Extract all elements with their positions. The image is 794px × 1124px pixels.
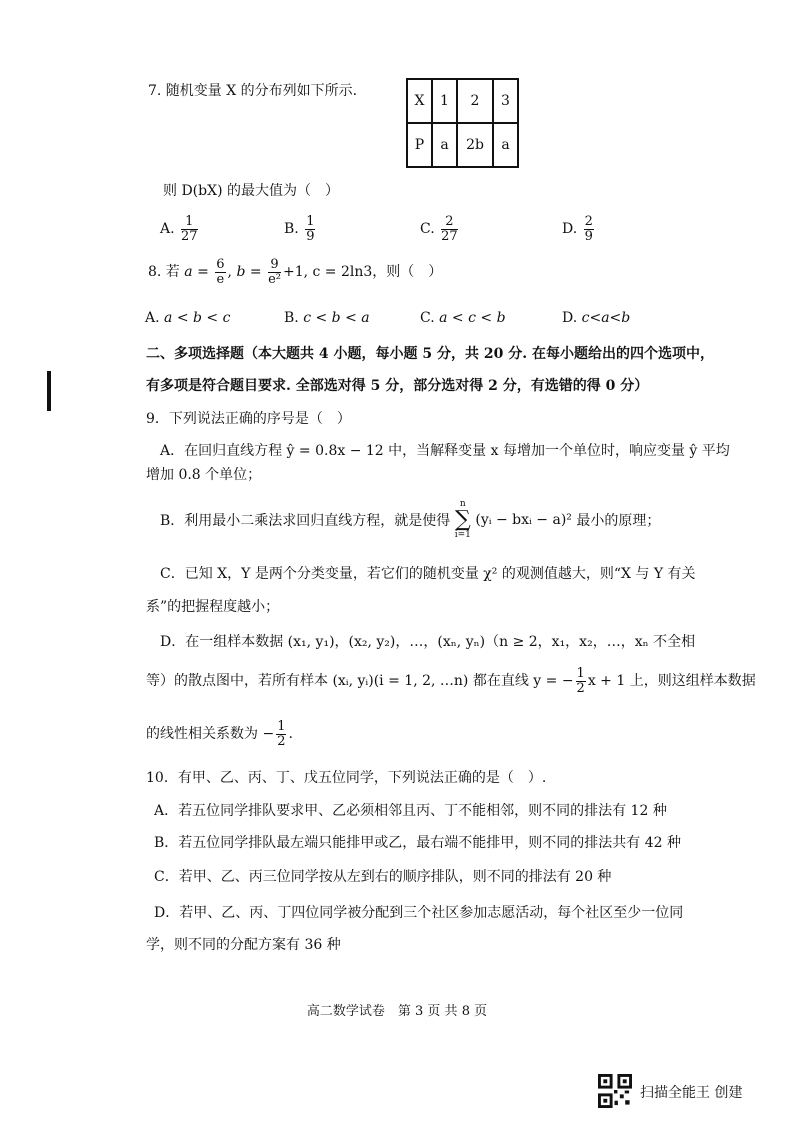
q10-stem: 10．有甲、乙、丙、丁、戊五位同学，下列说法正确的是（ ）. <box>146 770 547 786</box>
q7-option-d <box>562 215 596 243</box>
q9-option-d-line2: 等）的散点图中，若所有样本 (xᵢ, yᵢ)(i = 1, 2, …n) 都在直线 y = − $\frac{1}{2}$ x + 1 上，则这组样本数据 <box>146 666 756 696</box>
scanner-watermark: 扫描全能王 创建 <box>640 1085 743 1101</box>
fraction: $\frac{1}{2}$ <box>576 666 585 696</box>
q9-option-c-line1: C．已知 X，Y 是两个分类变量，若它们的随机变量 χ² 的观测值越大，则“X 与 Y 有关 <box>160 566 696 582</box>
distribution-table <box>406 78 519 168</box>
table-cell: 2 <box>457 79 493 123</box>
q10-option-d-line2: 学，则不同的分配方案有 36 种 <box>146 937 341 953</box>
q8-option-b: B. c < b < a <box>284 310 370 326</box>
fraction: $\frac{2}{27}$ <box>441 214 458 244</box>
margin-bar <box>47 371 51 411</box>
table-cell: a <box>432 123 457 167</box>
q10-option-c: C．若甲、乙、丙三位同学按从左到右的顺序排队，则不同的排法有 20 种 <box>154 869 612 885</box>
fraction: $\frac{1}{27}$ <box>181 214 198 244</box>
table-row <box>407 79 518 123</box>
fraction: $\frac{9}{\text{e²}}$ <box>268 257 281 287</box>
option-label: D. <box>562 221 578 238</box>
q7-stem: 7. 随机变量 X 的分布列如下所示. <box>148 83 358 99</box>
q9-option-d-line3: 的线性相关系数为 − $\frac{1}{2}$ . <box>146 719 293 749</box>
page-footer: 高二数学试卷 第 3 页 共 8 页 <box>306 1004 488 1019</box>
fraction: $\frac{6}{e}$ <box>216 257 225 287</box>
table-cell: 2b <box>457 123 493 167</box>
summation: n ∑ i=1 <box>454 499 471 540</box>
q7-option-c <box>420 215 460 243</box>
section-heading-line1: 二、多项选择题（本大题共 4 小题，每小题 5 分，共 20 分. 在每小题给出的四个选项中， <box>146 346 714 362</box>
q7-question: 则 D(bX) 的最大值为（ ） <box>163 183 339 199</box>
fraction: $\frac{1}{9}$ <box>306 214 315 244</box>
qr-code-icon <box>598 1074 632 1108</box>
q8-option-d: D. c<a<b <box>562 310 631 326</box>
q9-option-b: B．利用最小二乘法求回归直线方程，就是使得 n ∑ i=1 (yᵢ − bxᵢ − a)² 最小的原理； <box>160 499 661 540</box>
table-cell: 3 <box>493 79 518 123</box>
fraction: $\frac{1}{2}$ <box>277 719 286 749</box>
table-cell: a <box>493 123 518 167</box>
q9-stem: 9．下列说法正确的序号是（ ） <box>146 411 351 427</box>
q8-stem: 8. 若 a = $\frac{6}{e}$ , b = $\frac{9}{\text{e²}}$ +1, c = 2ln3，则（ ） <box>148 257 443 287</box>
table-cell: P <box>407 123 432 167</box>
q8-option-a: A. a < b < c <box>145 310 231 326</box>
q7-option-a <box>160 215 200 243</box>
fraction: $\frac{2}{9}$ <box>584 214 593 244</box>
q9-option-c-line2: 系”的把握程度越小； <box>146 599 280 615</box>
q7-option-b <box>284 215 317 243</box>
section-heading-line2: 有多项是符合题目要求. 全部选对得 5 分，部分选对得 2 分，有选错的得 0 分） <box>146 378 649 394</box>
q10-option-d-line1: D．若甲、乙、丙、丁四位同学被分配到三个社区参加志愿活动，每个社区至少一位同 <box>154 905 684 921</box>
q9-option-a-line2: 增加 0.8 个单位； <box>146 467 262 483</box>
table-cell: 1 <box>432 79 457 123</box>
q10-option-b: B．若五位同学排队最左端只能排甲或乙，最右端不能排甲，则不同的排法共有 42 种 <box>154 835 682 851</box>
q9-option-a-line1: A．在回归直线方程 ŷ = 0.8x − 12 中，当解释变量 x 每增加一个单位时，响应变量 ŷ 平均 <box>160 443 730 459</box>
option-label: B. <box>284 221 299 238</box>
table-cell: X <box>407 79 432 123</box>
option-label: A. <box>160 221 175 238</box>
q10-option-a: A．若五位同学排队要求甲、乙必须相邻且丙、丁不能相邻，则不同的排法有 12 种 <box>154 803 667 819</box>
table-row <box>407 123 518 167</box>
q9-option-d-line1: D．在一组样本数据 (x₁, y₁)，(x₂, y₂)，…，(xₙ, yₙ)（n ≥ 2，x₁，x₂，…，xₙ 不全相 <box>160 634 696 650</box>
q8-option-c: C. a < c < b <box>420 310 506 326</box>
sigma-icon: ∑ <box>454 507 471 532</box>
option-label: C. <box>420 221 435 238</box>
